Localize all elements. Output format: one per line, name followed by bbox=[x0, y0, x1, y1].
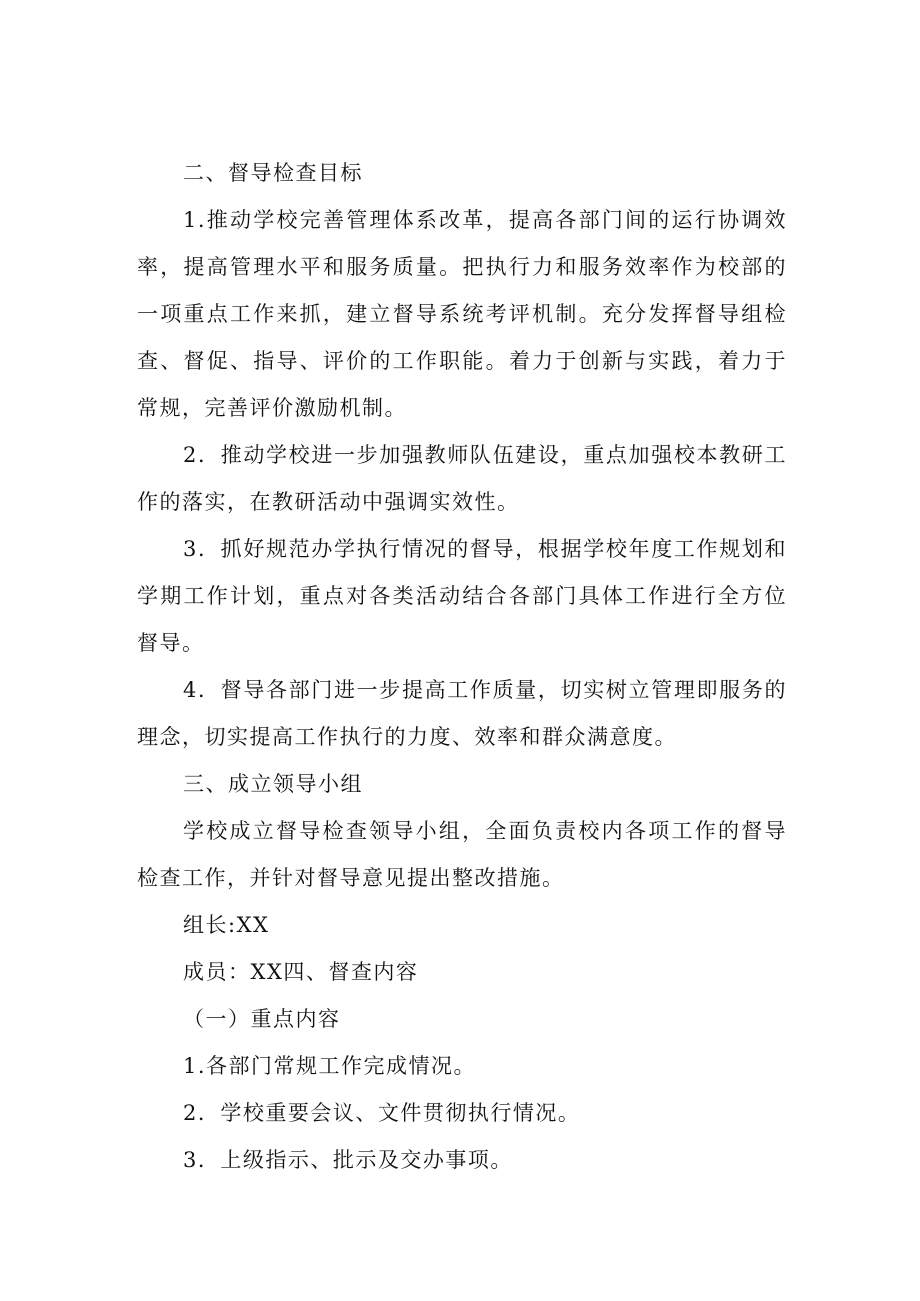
list-item-3: 3．上级指示、批示及交办事项。 bbox=[183, 1148, 513, 1172]
paragraph-members: 成员：XX四、督查内容 bbox=[183, 960, 419, 984]
subsection-heading-key-content: （一）重点内容 bbox=[183, 1007, 341, 1031]
list-item-1: 1.各部门常规工作完成情况。 bbox=[183, 1054, 477, 1078]
section-heading-3: 三、成立领导小组 bbox=[183, 772, 363, 796]
paragraph-goal-2: 2．推动学校进一步加强教师队伍建设，重点加强校本教研工作的落实，在教研活动中强调实效性。 bbox=[137, 443, 787, 514]
section-heading-2: 二、督导检查目标 bbox=[183, 161, 363, 185]
paragraph-leadership-group: 学校成立督导检查领导小组，全面负责校内各项工作的督导检查工作，并针对督导意见提出整改措施。 bbox=[137, 819, 787, 890]
paragraph-goal-1: 1.推动学校完善管理体系改革，提高各部门间的运行协调效率，提高管理水平和服务质量。把执行力和服务效率作为校部的一项重点工作来抓，建立督导系统考评机制。充分发挥督导组检查、督促、指导、评价的工作职能。着力于创新与实践，着力于常规，完善评价激励机制。 bbox=[137, 208, 787, 420]
list-item-2: 2．学校重要会议、文件贯彻执行情况。 bbox=[183, 1101, 581, 1125]
paragraph-goal-3: 3．抓好规范办学执行情况的督导，根据学校年度工作规划和学期工作计划，重点对各类活动结合各部门具体工作进行全方位督导。 bbox=[137, 537, 787, 655]
paragraph-group-leader: 组长:XX bbox=[183, 913, 270, 937]
paragraph-goal-4: 4．督导各部门进一步提高工作质量，切实树立管理即服务的理念，切实提高工作执行的力度、效率和群众满意度。 bbox=[137, 678, 787, 749]
document-body bbox=[137, 150, 787, 1184]
